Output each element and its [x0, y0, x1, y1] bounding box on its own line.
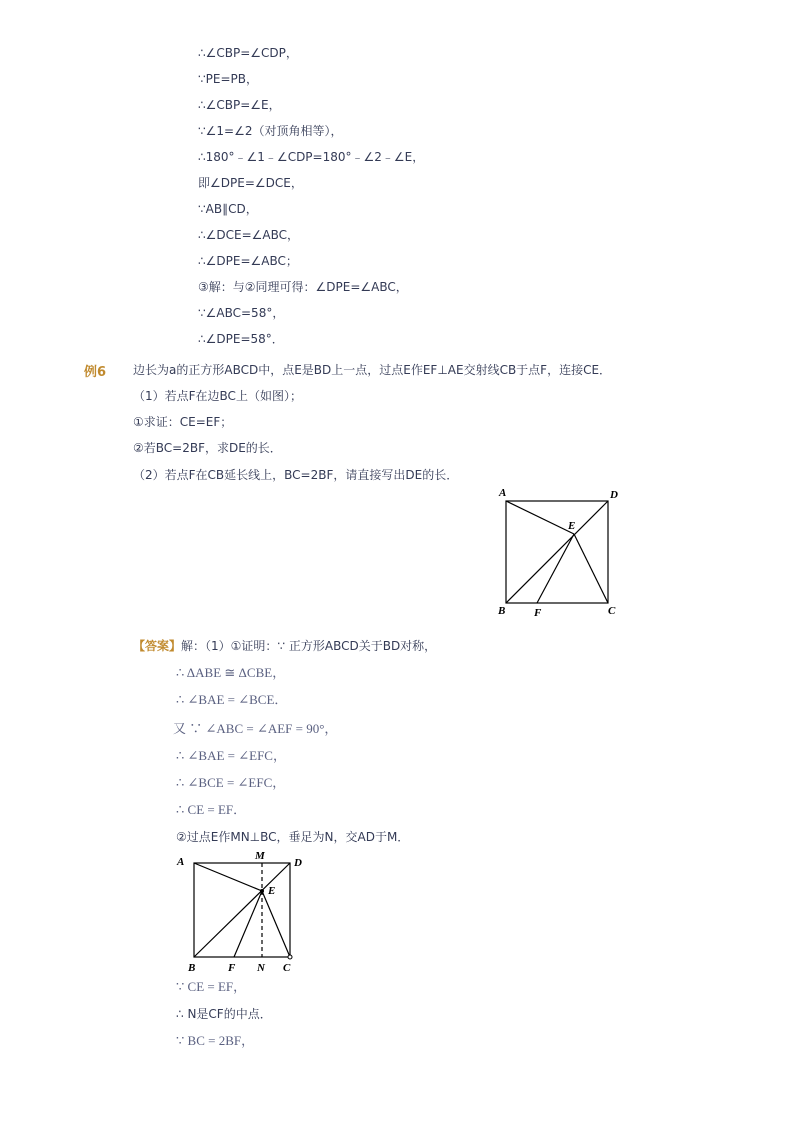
- segment-ec: [262, 891, 290, 957]
- label-n: N: [257, 962, 265, 974]
- proof-step: ③解：与②同理可得：∠DPE=∠ABC，: [198, 280, 408, 294]
- proof-step: ∴180°﹣∠1﹣∠CDP=180°﹣∠2﹣∠E，: [198, 150, 425, 164]
- label-f: F: [228, 962, 236, 974]
- point-c: [288, 955, 292, 959]
- example-part1-b: ②若BC=2BF，求DE的长．: [133, 441, 282, 455]
- label-a: A: [499, 487, 507, 499]
- proof-step: ∵AB∥CD，: [198, 202, 258, 216]
- answer-intro: 解：（1）①证明：∵ 正方形ABCD关于BD对称，: [181, 639, 437, 653]
- proof-step: ∴∠CBP=∠CDP，: [198, 46, 298, 60]
- label-c: C: [283, 962, 291, 974]
- label-e: E: [568, 520, 576, 532]
- answer-step: ∴ ∠BAE = ∠BCE．: [176, 692, 288, 707]
- segment-ef: [234, 891, 262, 957]
- point-e: [260, 889, 264, 893]
- segment-ec: [574, 534, 608, 603]
- answer-intro-line: [133, 638, 436, 654]
- figure-square-abcd-mn: [168, 848, 308, 978]
- proof-step: 即∠DPE=∠DCE，: [198, 176, 303, 190]
- proof-step: ∵PE=PB，: [198, 72, 258, 86]
- answer-step: ∵ BC = 2BF，: [176, 1033, 255, 1048]
- answer-tag: 【答案】: [133, 639, 182, 653]
- example-part2: （2）若点F在CB延长线上，BC=2BF，请直接写出DE的长．: [133, 468, 459, 482]
- proof-step: ∴∠DCE=∠ABC，: [198, 228, 300, 242]
- answer-step: ②过点E作MN⊥BC，垂足为N，交AD于M．: [176, 830, 410, 844]
- segment-ae: [506, 501, 574, 534]
- answer-step: 又 ∵ ∠ABC = ∠AEF = 90°，: [173, 721, 338, 736]
- label-a: A: [177, 856, 185, 868]
- segment-ef: [537, 534, 574, 603]
- answer-step: ∵ CE = EF，: [176, 979, 247, 994]
- label-e: E: [268, 885, 276, 897]
- diagonal-bd: [194, 863, 290, 957]
- answer-step: ∴ N是CF的中点．: [176, 1007, 272, 1021]
- example-part1: （1）若点F在边BC上（如图）；: [133, 389, 302, 403]
- answer-step: ∴ ΔABE ≅ ΔCBE，: [176, 665, 286, 680]
- answer-step: ∴ ∠BAE = ∠EFC，: [176, 748, 286, 763]
- example-statement: 边长为a的正方形ABCD中，点E是BD上一点，过点E作EF⊥AE交射线CB于点F，连接CE．: [133, 363, 612, 377]
- label-b: B: [498, 605, 506, 617]
- label-d: D: [610, 489, 618, 501]
- proof-step: ∴∠DPE=∠ABC；: [198, 254, 298, 268]
- label-b: B: [188, 962, 196, 974]
- proof-step: ∴∠DPE=58°．: [198, 332, 284, 346]
- diagonal-bd: [506, 501, 608, 603]
- segment-ae: [194, 863, 262, 891]
- label-c: C: [608, 605, 616, 617]
- figure-square-abcd: [490, 482, 630, 622]
- label-d: D: [294, 857, 302, 869]
- proof-step: ∵∠ABC=58°，: [198, 306, 285, 320]
- proof-step: ∵∠1=∠2（对顶角相等），: [198, 124, 343, 138]
- proof-step: ∴∠CBP=∠E，: [198, 98, 281, 112]
- answer-step: ∴ CE = EF．: [176, 802, 247, 817]
- answer-step: ∴ ∠BCE = ∠EFC，: [176, 775, 286, 790]
- label-m: M: [255, 850, 265, 862]
- label-f: F: [534, 607, 542, 619]
- example-label: 例6: [84, 365, 107, 380]
- example-part1-a: ①求证：CE=EF；: [133, 415, 233, 429]
